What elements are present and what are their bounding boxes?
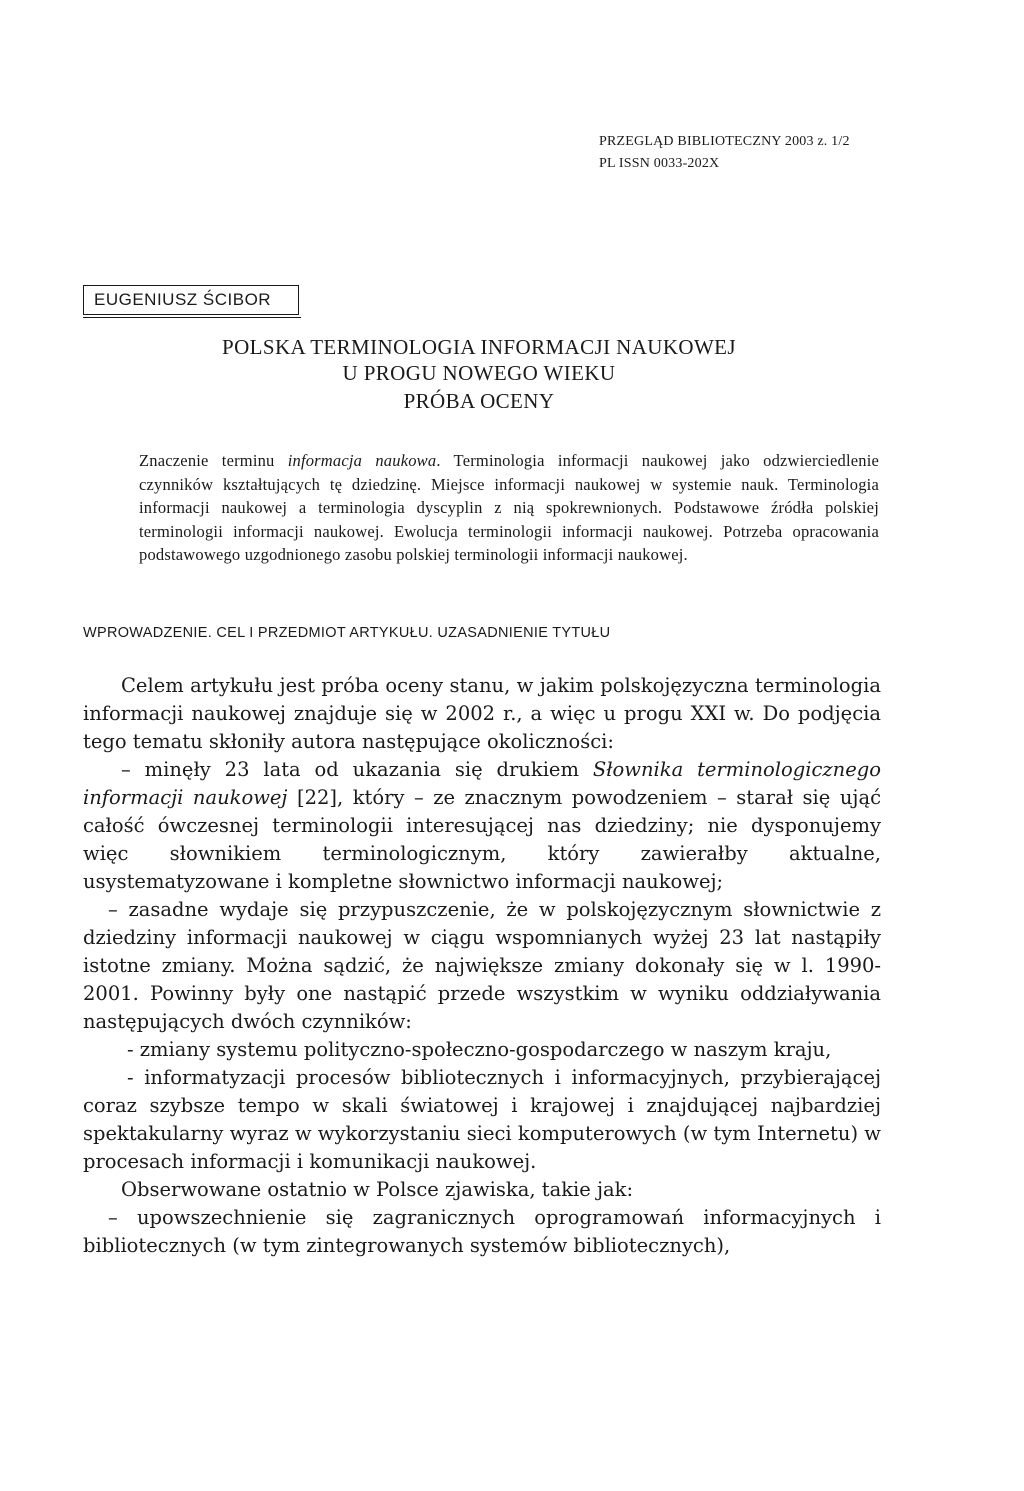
body-paragraph-5: - informatyzacji procesów bibliotecznych i informacyjnych, przybierającej coraz szybsze tempo w skali światowej i krajowej i znajdującej najbardziej spektakularny wyraz w wykorzystaniu sieci komputerowych (w tym Internetu) w procesach informacji i komunikacji naukowej. xyxy=(83,1066,881,1173)
journal-issue-line: PRZEGLĄD BIBLIOTECZNY 2003 z. 1/2 xyxy=(599,134,850,149)
author-name: EUGENIUSZ ŚCIBOR xyxy=(83,285,299,315)
abstract xyxy=(139,449,879,567)
body-paragraph-2 xyxy=(83,756,881,896)
abstract-text-start: Znaczenie terminu xyxy=(139,451,288,470)
body-paragraph-6: Obserwowane ostatnio w Polsce zjawiska, takie jak: xyxy=(121,1178,634,1201)
article-title-line-1: POLSKA TERMINOLOGIA INFORMACJI NAUKOWEJ xyxy=(222,335,736,359)
body-paragraph-2-start: – minęły 23 lata od ukazania się drukiem xyxy=(121,758,593,781)
article-title-line-3: PRÓBA OCENY xyxy=(403,389,555,413)
abstract-italic-term: informacja naukowa xyxy=(287,451,437,470)
body-paragraph-2-rest: [22], który – ze znacznym powodzeniem – starał się ująć całość ówczesnej terminologii interesującej nas dziedziny; nie dysponujemy więc słownikiem terminologicznym, który zawierałby aktualne, usystematyzowane i kompletne słownictwo informacji naukowej; xyxy=(83,786,881,893)
article-body xyxy=(83,672,881,1260)
dictionary-title-italic: Słownika terminologicznego informacji naukowej xyxy=(83,758,882,809)
article-title-line-2: U PROGU NOWEGO WIEKU xyxy=(342,361,616,385)
abstract-text-rest: . Terminologia informacji naukowej jako odzwierciedlenie czynników kształtujących tę dziedzinę. Miejsce informacji naukowej w systemie nauk. Terminologia informacji naukowej a terminologia dyscyplin z nią spokrewnionych. Podstawowe źródła polskiej terminologii informacji naukowej. Ewolucja terminologii informacji naukowej. Potrzeba opracowania podstawowego uzgodnionego zasobu polskiej terminologii informacji naukowej. xyxy=(139,451,880,564)
section-heading: WPROWADZENIE. CEL I PRZEDMIOT ARTYKUŁU. UZASADNIENIE TYTUŁU xyxy=(83,625,611,641)
body-paragraph-7: – upowszechnienie się zagranicznych oprogramowań informacyjnych i bibliotecznych (w tym zintegrowanych systemów bibliotecznych), xyxy=(83,1206,881,1257)
body-paragraph-3: – zasadne wydaje się przypuszczenie, że w polskojęzycznym słownictwie z dziedziny informacji naukowej w ciągu wspomnianych wyżej 23 lat nastąpiły istotne zmiany. Można sądzić, że największe zmiany dokonały się w l. 1990-2001. Powinny były one nastąpić przede wszystkim w wyniku oddziaływania następujących dwóch czynników: xyxy=(83,898,881,1033)
issn-line: PL ISSN 0033-202X xyxy=(599,156,720,171)
body-paragraph-1: Celem artykułu jest próba oceny stanu, w jakim polskojęzyczna terminologia informacji naukowej znajduje się w 2002 r., a więc u progu XXI w. Do podjęcia tego tematu skłoniły autora następujące okoliczności: xyxy=(83,674,881,753)
body-paragraph-4: - zmiany systemu polityczno-społeczno-gospodarczego w naszym kraju, xyxy=(127,1038,832,1061)
